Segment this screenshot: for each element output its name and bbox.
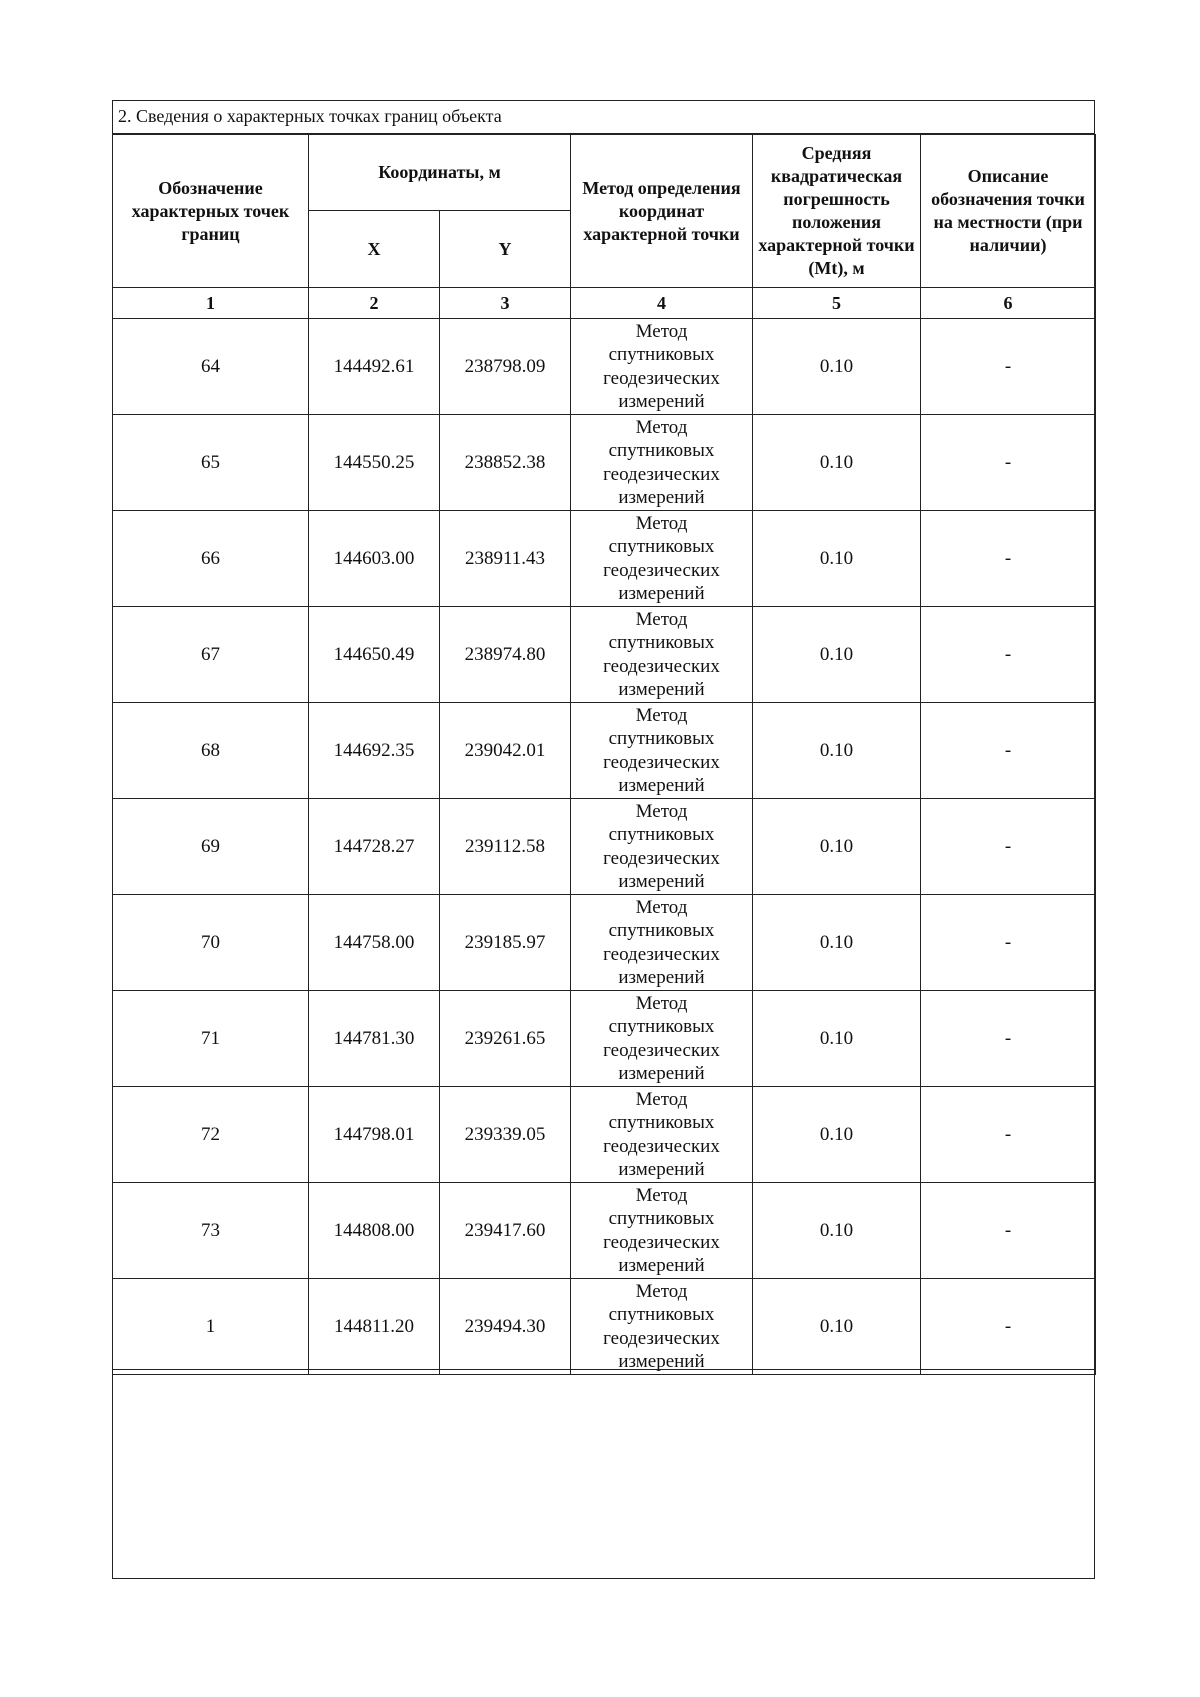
method-text: Метод спутниковых геодезических измерений [603,320,720,412]
cell-y: 239261.65 [440,991,571,1087]
cell-method [571,895,753,991]
table-row [113,895,1096,991]
cell-x: 144758.00 [309,895,440,991]
cell-y: 239112.58 [440,799,571,895]
cell-point: 1 [113,1279,309,1375]
cell-error: 0.10 [753,895,921,991]
table-row [113,1183,1096,1279]
cell-y: 239185.97 [440,895,571,991]
table-row [113,703,1096,799]
method-text: Метод спутниковых геодезических измерений [603,704,720,796]
cell-description: - [921,1279,1096,1375]
column-number: 2 [309,288,440,319]
table-row [113,319,1096,415]
cell-y: 239042.01 [440,703,571,799]
cell-y: 239494.30 [440,1279,571,1375]
cell-error: 0.10 [753,991,921,1087]
table-row [113,1087,1096,1183]
column-number: 1 [113,288,309,319]
table-body [113,319,1096,1375]
method-text: Метод спутниковых геодезических измерений [603,1280,720,1372]
cell-y: 238911.43 [440,511,571,607]
cell-description: - [921,991,1096,1087]
table-row [113,607,1096,703]
cell-error: 0.10 [753,703,921,799]
table-row [113,799,1096,895]
cell-method [571,415,753,511]
cell-x: 144692.35 [309,703,440,799]
method-text: Метод спутниковых геодезических измерений [603,992,720,1084]
table-row [113,991,1096,1087]
cell-description: - [921,1183,1096,1279]
column-number: 3 [440,288,571,319]
cell-y: 238974.80 [440,607,571,703]
cell-y: 239417.60 [440,1183,571,1279]
cell-description: - [921,703,1096,799]
cell-point: 68 [113,703,309,799]
cell-description: - [921,511,1096,607]
cell-method [571,511,753,607]
cell-x: 144603.00 [309,511,440,607]
method-text: Метод спутниковых геодезических измерений [603,608,720,700]
cell-point: 70 [113,895,309,991]
cell-error: 0.10 [753,511,921,607]
cell-point: 65 [113,415,309,511]
column-number: 4 [571,288,753,319]
blank-area [113,1369,1094,1578]
method-text: Метод спутниковых геодезических измерений [603,800,720,892]
table-row [113,415,1096,511]
cell-method [571,991,753,1087]
cell-method [571,703,753,799]
cell-description: - [921,415,1096,511]
cell-x: 144798.01 [309,1087,440,1183]
cell-point: 69 [113,799,309,895]
cell-x: 144650.49 [309,607,440,703]
cell-error: 0.10 [753,607,921,703]
header-error: Средняя квадратическая погрешность положения характерной точки (Mt), м [753,135,921,288]
table-row [113,1279,1096,1375]
method-text: Метод спутниковых геодезических измерений [603,512,720,604]
column-number: 6 [921,288,1096,319]
cell-error: 0.10 [753,1087,921,1183]
cell-method [571,799,753,895]
cell-point: 73 [113,1183,309,1279]
header-row [113,135,1096,211]
cell-point: 71 [113,991,309,1087]
cell-error: 0.10 [753,799,921,895]
document-sheet [112,100,1095,1579]
header-x: X [309,211,440,288]
cell-method [571,1183,753,1279]
column-number: 5 [753,288,921,319]
cell-description: - [921,607,1096,703]
cell-description: - [921,1087,1096,1183]
cell-error: 0.10 [753,1183,921,1279]
cell-description: - [921,895,1096,991]
header-coords: Координаты, м [309,135,571,211]
header-point: Обозначение характерных точек границ [113,135,309,288]
cell-x: 144808.00 [309,1183,440,1279]
cell-method [571,319,753,415]
cell-x: 144728.27 [309,799,440,895]
cell-description: - [921,319,1096,415]
method-text: Метод спутниковых геодезических измерений [603,1088,720,1180]
cell-description: - [921,799,1096,895]
method-text: Метод спутниковых геодезических измерений [603,1184,720,1276]
cell-point: 66 [113,511,309,607]
cell-method [571,1279,753,1375]
column-number-row [113,288,1096,319]
cell-point: 67 [113,607,309,703]
cell-point: 64 [113,319,309,415]
cell-error: 0.10 [753,319,921,415]
cell-error: 0.10 [753,415,921,511]
cell-x: 144550.25 [309,415,440,511]
boundary-points-table [112,134,1096,1375]
cell-point: 72 [113,1087,309,1183]
method-text: Метод спутниковых геодезических измерений [603,896,720,988]
header-y: Y [440,211,571,288]
cell-method [571,607,753,703]
cell-x: 144781.30 [309,991,440,1087]
method-text: Метод спутниковых геодезических измерений [603,416,720,508]
cell-y: 239339.05 [440,1087,571,1183]
section-title: 2. Сведения о характерных точках границ объекта [113,101,1094,134]
header-description: Описание обозначения точки на местности (при наличии) [921,135,1096,288]
cell-method [571,1087,753,1183]
cell-x: 144811.20 [309,1279,440,1375]
cell-y: 238852.38 [440,415,571,511]
cell-x: 144492.61 [309,319,440,415]
cell-error: 0.10 [753,1279,921,1375]
cell-y: 238798.09 [440,319,571,415]
header-method: Метод определения координат характерной точки [571,135,753,288]
table-row [113,511,1096,607]
